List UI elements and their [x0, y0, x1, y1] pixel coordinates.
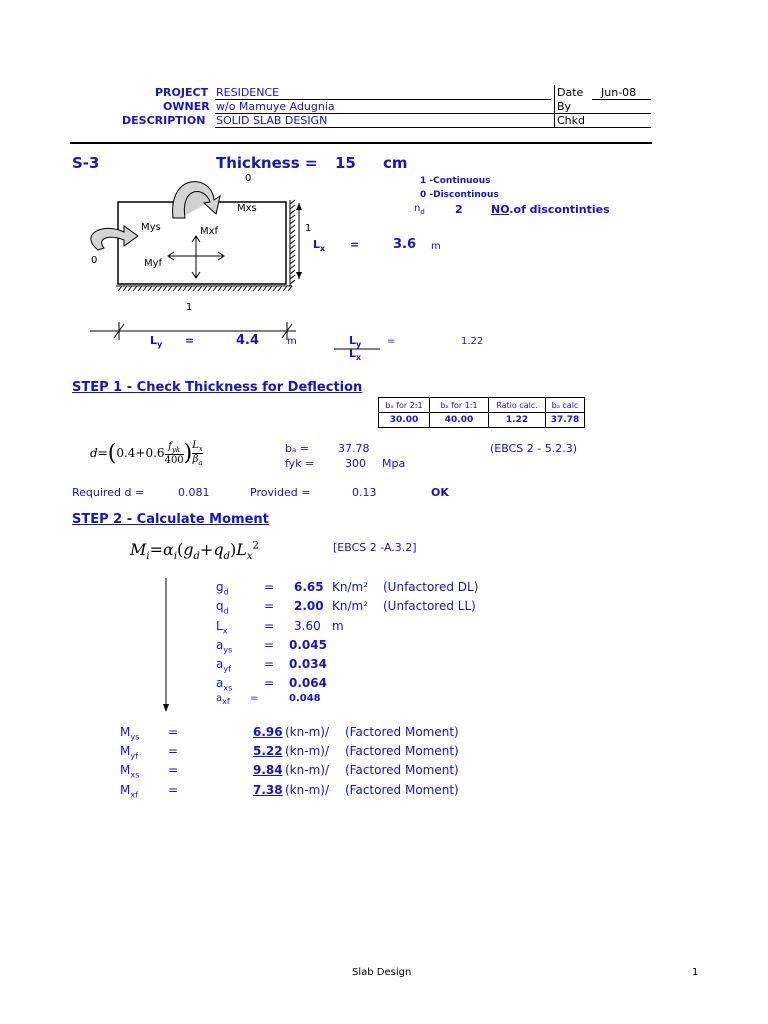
param-value: 0.048	[289, 693, 321, 704]
fyk-label: fyk =	[285, 457, 315, 470]
param-symbol: $a_{xs}$	[216, 676, 233, 693]
moment-eq: =	[168, 744, 179, 758]
required-d-value: 0.081	[178, 486, 210, 499]
param-value: 0.045	[289, 638, 327, 652]
hatch-mark	[243, 286, 247, 291]
discontinuous-legend: 0 -Discontinous	[420, 190, 499, 200]
hatch-mark	[290, 265, 295, 269]
param-value: 6.65	[294, 580, 324, 594]
hatch-mark	[143, 286, 147, 291]
hatch-mark	[290, 235, 295, 239]
table-header: bₐ for 1:1	[430, 398, 489, 413]
param-symbol: $a_{xf}$	[216, 693, 230, 706]
myf-label: Myf	[144, 258, 163, 269]
lx-label: $L_x$	[313, 238, 326, 254]
hatch-mark	[290, 275, 295, 279]
hatch-mark	[193, 286, 197, 291]
hatch-mark	[290, 280, 295, 284]
deflection-ratio-table	[378, 397, 585, 428]
hatch-mark	[203, 286, 207, 291]
hatch-mark	[188, 286, 192, 291]
mxs-label: Mxs	[237, 203, 257, 214]
owner-label: OWNER	[163, 100, 210, 113]
moment-symbol: $M_{ys}$	[120, 725, 140, 742]
param-eq: =	[264, 676, 275, 690]
moment-formula: $M_i=\alpha_i(g_d+q_d)L_x^2$	[130, 540, 259, 563]
hatch-mark	[183, 286, 187, 291]
moment-note: (Factored Moment)	[345, 744, 459, 758]
hatch-mark	[290, 215, 295, 219]
ba-label: bₐ =	[285, 442, 310, 455]
moment-symbol: $M_{xs}$	[120, 763, 140, 780]
slab-panel	[118, 202, 286, 284]
param-symbol: $L_x$	[216, 619, 228, 636]
param-eq: =	[264, 657, 275, 671]
param-eq: =	[264, 580, 275, 594]
param-unit: Kn/m²	[332, 599, 369, 613]
hatch-mark	[290, 270, 295, 274]
moment-symbol: $M_{xf}$	[120, 783, 138, 800]
hatch-mark	[153, 286, 157, 291]
nd-value: 2	[455, 203, 463, 216]
hatch-mark	[288, 286, 292, 291]
fyk-value: 300	[345, 457, 366, 470]
page-number: 1	[692, 967, 699, 978]
fyk-unit: Mpa	[382, 457, 406, 470]
hatch-mark	[218, 286, 222, 291]
hatch-mark	[268, 286, 272, 291]
table-cell: 40.00	[430, 413, 489, 428]
mys-label: Mys	[141, 222, 161, 233]
moment-note: (Factored Moment)	[345, 763, 459, 777]
project-value: RESIDENCE	[216, 86, 280, 99]
hatch-mark	[290, 205, 295, 209]
slab-id: S-3	[72, 154, 100, 172]
description-value: SOLID SLAB DESIGN	[216, 114, 328, 127]
hatch-mark	[290, 250, 295, 254]
lx-unit: m	[431, 241, 441, 252]
ratio-value: 1.22	[461, 336, 484, 347]
table-header: Ratio calc.	[489, 398, 546, 413]
param-eq: =	[264, 599, 275, 613]
sheet-name: Slab Design	[352, 967, 412, 978]
ratio-eq: =	[387, 336, 396, 347]
ba-value: 37.78	[338, 442, 370, 455]
continuous-legend: 1 -Continuous	[420, 176, 491, 186]
hatch-mark	[198, 286, 202, 291]
moment-note: (Factored Moment)	[345, 725, 459, 739]
table-cell: 37.78	[546, 413, 585, 428]
ly-unit: m	[287, 336, 297, 347]
param-eq: =	[250, 693, 259, 704]
project-label: PROJECT	[155, 86, 209, 99]
hatch-mark	[148, 286, 152, 291]
bottom-edge-value: 1	[186, 302, 193, 313]
param-symbol: $a_{ys}$	[216, 638, 233, 655]
lx-value: 3.6	[393, 237, 417, 252]
provided-value: 0.13	[352, 486, 377, 499]
step1-title: STEP 1 - Check Thickness for Deflection	[72, 380, 363, 395]
top-edge-value: 0	[245, 173, 252, 184]
param-value: 0.034	[289, 657, 327, 671]
param-symbol: $q_d$	[216, 599, 229, 616]
hatch-mark	[163, 286, 167, 291]
hatch-mark	[233, 286, 237, 291]
hatch-mark	[290, 225, 295, 229]
hatch-mark	[178, 286, 182, 291]
param-note: (Unfactored LL)	[383, 599, 476, 613]
param-eq: =	[264, 619, 275, 633]
hatch-mark	[290, 240, 295, 244]
table-header: bₐ calc	[546, 398, 585, 413]
ly-label: $L_y$	[150, 334, 163, 350]
hatch-mark	[123, 286, 127, 291]
date-value: Jun-08	[601, 86, 637, 99]
nd-description: NO.of discontinties	[491, 203, 610, 216]
hatch-mark	[253, 286, 257, 291]
deflection-formula: d=(0.4+0.6 $f_{yk}$ 400 ) $\frac{L_x}{\beta_a}$	[90, 440, 203, 467]
moment-note: (Factored Moment)	[345, 783, 459, 797]
moment-value: 9.84	[253, 763, 283, 777]
moment-symbol: $M_{yf}$	[120, 744, 138, 761]
hatch-mark	[223, 286, 227, 291]
ly-value: 4.4	[236, 333, 260, 348]
hatch-mark	[238, 286, 242, 291]
hatch-mark	[158, 286, 162, 291]
hatch-mark	[290, 210, 295, 214]
hatch-mark	[228, 286, 232, 291]
hatch-mark	[290, 260, 295, 264]
table-cell: 30.00	[379, 413, 430, 428]
thickness-label: Thickness =	[216, 154, 318, 172]
hatch-mark	[290, 255, 295, 259]
date-label: Date	[557, 86, 584, 99]
ly-eq: =	[185, 334, 195, 347]
moment-unit: (kn-m)/	[285, 725, 329, 739]
param-value: 2.00	[294, 599, 324, 613]
owner-value: w/o Mamuye Adugnia	[216, 100, 335, 113]
param-eq: =	[264, 638, 275, 652]
hatch-mark	[138, 286, 142, 291]
moment-value: 6.96	[253, 725, 283, 739]
mys-arrow	[91, 226, 138, 250]
param-value: 3.60	[294, 619, 321, 633]
hatch-mark	[273, 286, 277, 291]
hatch-mark	[290, 200, 295, 204]
hatch-mark	[128, 286, 132, 291]
hatch-mark	[118, 286, 122, 291]
ba-reference: (EBCS 2 - 5.2.3)	[490, 442, 577, 455]
moment-reference: [EBCS 2 -A.3.2]	[333, 541, 417, 554]
lx-eq: =	[350, 238, 360, 251]
nd-label: $n_d$	[414, 203, 425, 216]
table-cell: 1.22	[489, 413, 546, 428]
moment-eq: =	[168, 783, 179, 797]
ratio-numerator: $L_y$	[349, 334, 362, 350]
by-label: By	[557, 100, 572, 113]
hatch-mark	[290, 220, 295, 224]
moment-value: 7.38	[253, 783, 283, 797]
provided-label: Provided =	[250, 486, 311, 499]
moment-eq: =	[168, 725, 179, 739]
step2-title: STEP 2 - Calculate Moment	[72, 512, 269, 527]
moment-value: 5.22	[253, 744, 283, 758]
required-d-label: Required d =	[72, 486, 145, 499]
hatch-mark	[208, 286, 212, 291]
hatch-mark	[258, 286, 262, 291]
moment-unit: (kn-m)/	[285, 783, 329, 797]
hatch-mark	[290, 245, 295, 249]
hatch-mark	[248, 286, 252, 291]
param-note: (Unfactored DL)	[383, 580, 479, 594]
deflection-check: OK	[431, 486, 449, 499]
param-unit: Kn/m²	[332, 580, 369, 594]
left-edge-value: 0	[91, 255, 98, 266]
thickness-value: 15	[335, 154, 356, 172]
param-value: 0.064	[289, 676, 327, 690]
hatch-mark	[168, 286, 172, 291]
hatch-mark	[173, 286, 177, 291]
thickness-unit: cm	[383, 154, 408, 172]
hatch-mark	[263, 286, 267, 291]
moment-eq: =	[168, 763, 179, 777]
moment-unit: (kn-m)/	[285, 763, 329, 777]
hatch-mark	[213, 286, 217, 291]
hatch-mark	[133, 286, 137, 291]
description-label: DESCRIPTION	[122, 114, 206, 127]
param-symbol: $g_d$	[216, 580, 229, 597]
mxf-label: Mxf	[200, 226, 219, 237]
hatch-mark	[278, 286, 282, 291]
hatch-mark	[290, 230, 295, 234]
internal-moment-cross	[168, 236, 224, 278]
table-header: bₐ for 2:1	[379, 398, 430, 413]
chkd-label: Chkd	[557, 114, 586, 127]
ratio-denominator: $L_x$	[349, 347, 362, 363]
right-edge-value: 1	[305, 223, 312, 234]
moment-unit: (kn-m)/	[285, 744, 329, 758]
hatch-mark	[283, 286, 287, 291]
param-unit: m	[332, 619, 344, 633]
param-symbol: $a_{yf}$	[216, 657, 231, 674]
